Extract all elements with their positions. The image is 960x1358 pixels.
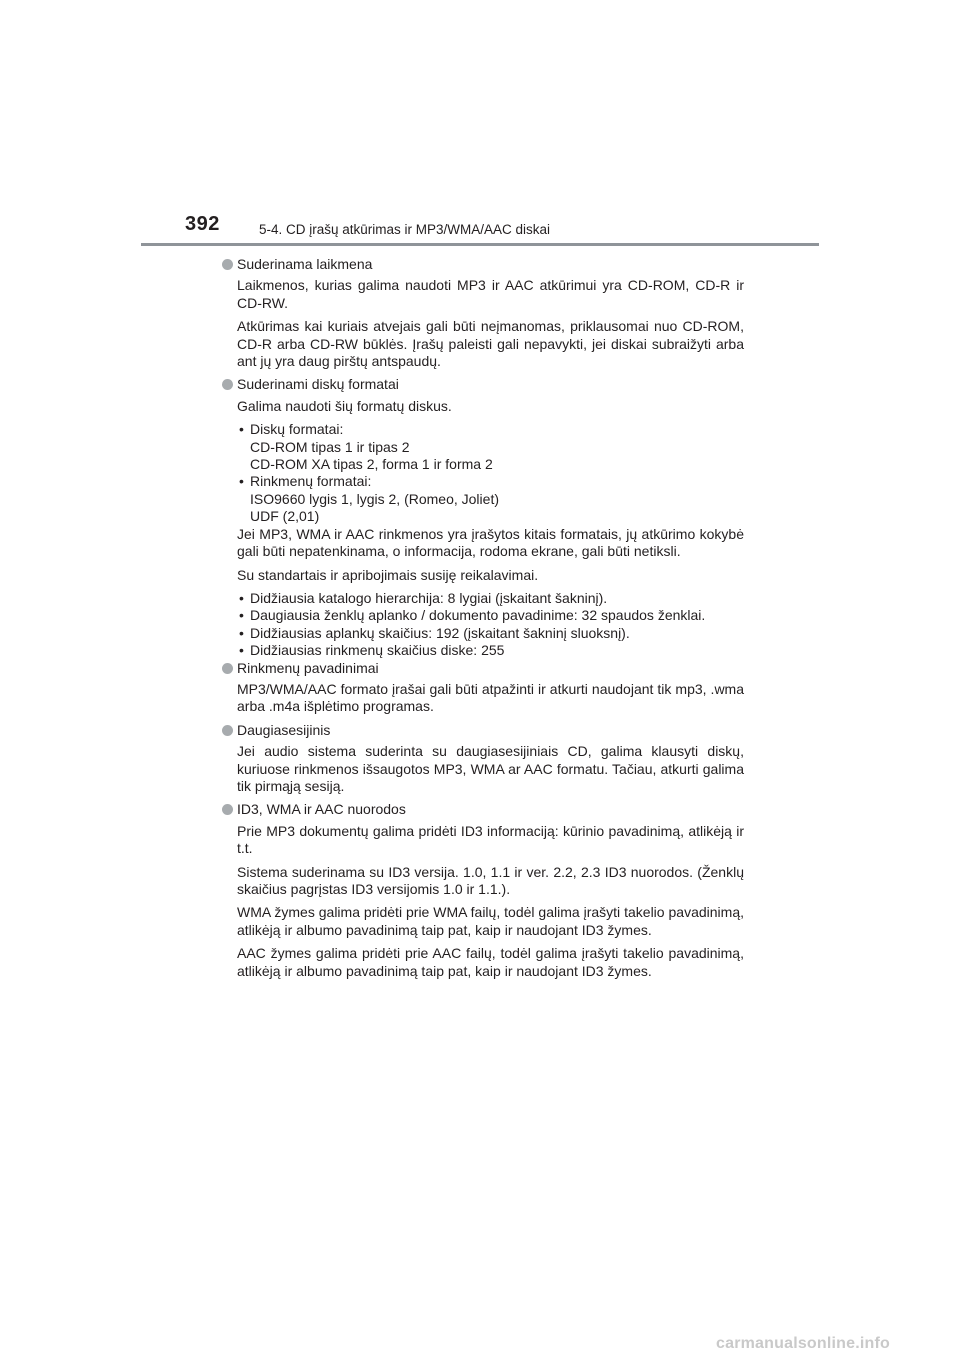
paragraph: Atkūrimas kai kuriais atvejais gali būti neįmanomas, priklausomai nuo CD-ROM, CD-R arba CD-RW būklės. Įrašų paleisti gali nepavykti, jei diskai subraižyti arba ant jų yra daug pirštų antspaudų. (237, 318, 744, 370)
section-compatible-formats (222, 376, 744, 659)
paragraph: Sistema suderinama su ID3 versija. 1.0, 1.1 ir ver. 2.2, 2.3 ID3 nuorodos. (Ženklų skaičius pagrįstas ID3 versijomis 1.0 ir 1.1.). (237, 863, 744, 897)
section-heading (222, 660, 744, 677)
limits-list (237, 590, 744, 660)
paragraph: WMA žymes galima pridėti prie WMA failų, todėl galima įrašyti takelio pavadinimą, atlikėją ir albumo pavadinimą taip pat, kaip ir naudojant ID3 žymes. (237, 904, 744, 938)
bullet-dot-icon (222, 804, 233, 815)
list-subitem: ISO9660 lygis 1, lygis 2, (Romeo, Joliet) (250, 490, 499, 507)
bullet-dot-icon (222, 379, 233, 390)
heading-text: Rinkmenų pavadinimai (237, 659, 379, 676)
list-subitem: CD-ROM tipas 1 ir tipas 2 (250, 438, 410, 455)
list-item (237, 421, 744, 473)
heading-text: ID3, WMA ir AAC nuorodos (237, 801, 406, 818)
list-item: • Didžiausias aplankų skaičius: 192 (įskaitant šakninį sluoksnį). (237, 625, 744, 642)
paragraph: Laikmenos, kurias galima naudoti MP3 ir AAC atkūrimui yra CD-ROM, CD-R ir CD-RW. (237, 277, 744, 311)
section-heading (222, 376, 744, 393)
section-multisession (222, 722, 744, 796)
list-item: • Didžiausias rinkmenų skaičius diske: 255 (237, 642, 744, 659)
paragraph: Galima naudoti šių formatų diskus. (237, 397, 452, 414)
paragraph: AAC žymes galima pridėti prie AAC failų, todėl galima įrašyti takelio pavadinimą, atlikėją ir albumo pavadinimą taip pat, kaip ir naudojant ID3 žymes. (237, 945, 744, 979)
list-item-label: • Diskų formatai: (250, 421, 344, 438)
section-file-names (222, 660, 744, 716)
watermark: carmanualsonline.info (716, 1335, 891, 1352)
list-item (237, 473, 744, 525)
heading-text: Suderinama laikmena (237, 256, 373, 272)
paragraph: Jei MP3, WMA ir AAC rinkmenos yra įrašytos kitais formatais, jų atkūrimo kokybė gali būti nepatenkinama, o informacija, rodoma ekrane, gali būti netiksli. (237, 525, 744, 560)
paragraph: Su standartais ir apribojimais susiję reikalavimai. (237, 566, 539, 583)
format-list (237, 421, 744, 525)
paragraph: Prie MP3 dokumentų galima pridėti ID3 informaciją: kūrinio pavadinimą, atlikėją ir t.t. (237, 822, 744, 857)
paragraph: Jei audio sistema suderinta su daugiasesijiniais CD, galima klausyti diskų, kuriuose rinkmenos išsaugotos MP3, WMA ar AAC formatu. Tačiau, atkurti galima tik pirmąją sesiją. (237, 743, 744, 794)
section-heading (222, 256, 744, 273)
page-content (222, 256, 744, 980)
list-subitem: UDF (2,01) (250, 508, 320, 525)
bullet-dot-icon (222, 259, 233, 270)
heading-text: Suderinami diskų formatai (237, 376, 399, 393)
list-item: • Didžiausia katalogo hierarchija: 8 lygiai (įskaitant šakninį). (237, 590, 744, 607)
list-item-label: • Rinkmenų formatai: (250, 473, 372, 490)
heading-text: Daugiasesijinis (237, 721, 331, 738)
bullet-dot-icon (222, 725, 233, 736)
paragraph: MP3/WMA/AAC formato įrašai gali būti atpažinti ir atkurti naudojant tik mp3, .wma arba .m4a išplėtimo programas. (237, 680, 744, 715)
header-rule (141, 243, 819, 246)
list-subitem: CD-ROM XA tipas 2, forma 1 ir forma 2 (250, 456, 493, 473)
section-id3-tags (222, 801, 744, 980)
section-compatible-media (222, 256, 744, 370)
section-title: 5-4. CD įrašų atkūrimas ir MP3/WMA/AAC diskai (259, 222, 551, 237)
bullet-dot-icon (222, 663, 233, 674)
section-heading (222, 801, 744, 818)
section-heading (222, 722, 744, 739)
list-item: • Daugiausia ženklų aplanko / dokumento pavadinime: 32 spaudos ženklai. (237, 607, 744, 624)
page-number: 392 (185, 213, 220, 235)
